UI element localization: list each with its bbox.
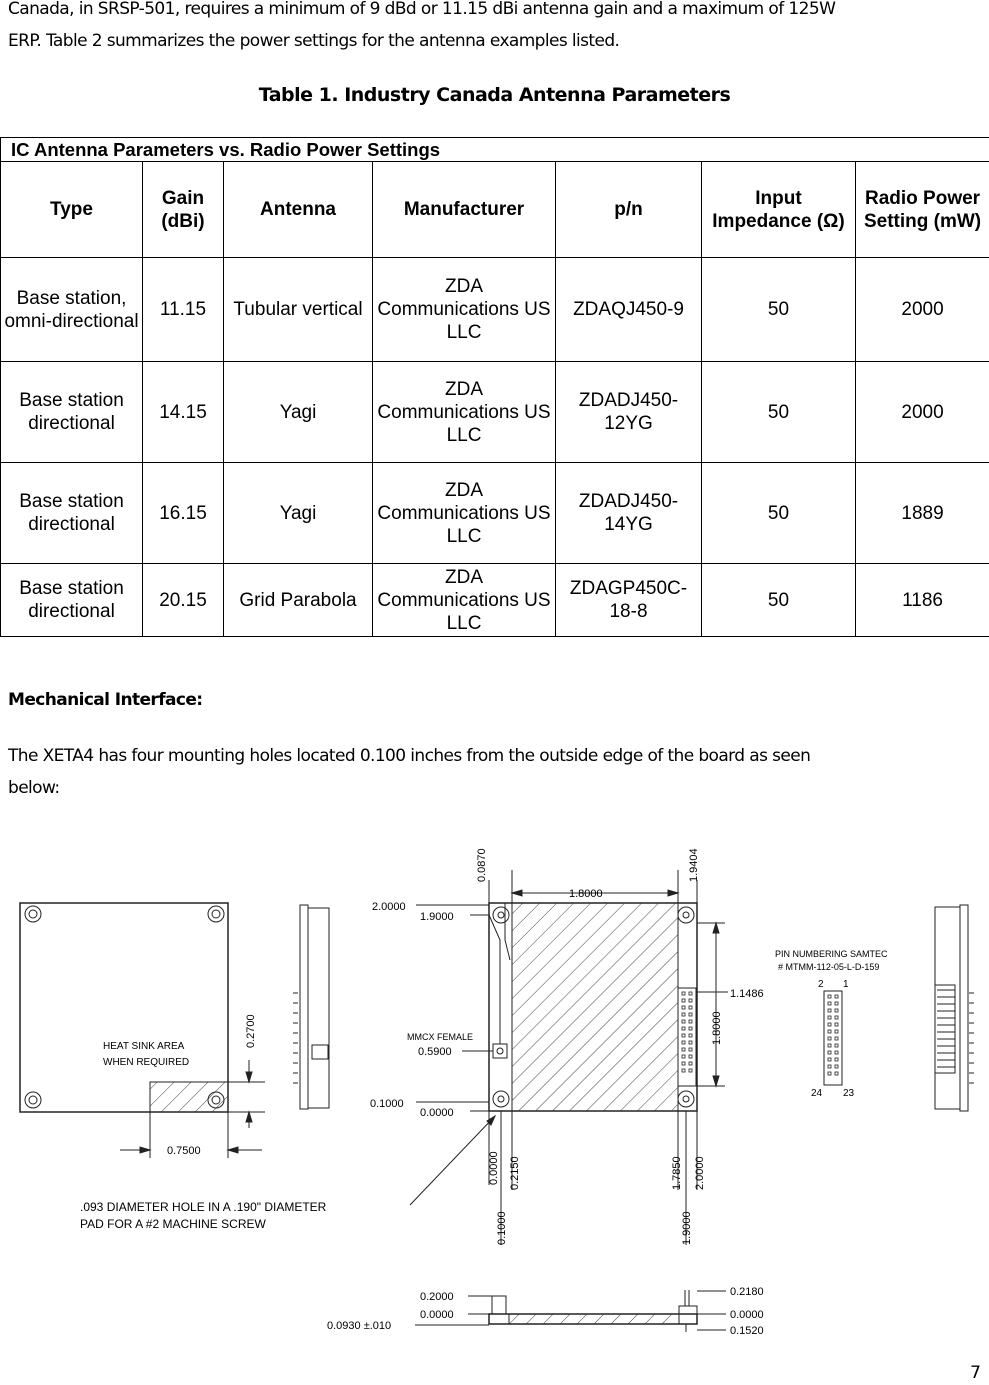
pin-label-23: 23 bbox=[843, 1088, 855, 1099]
dim-2000-left: 2.0000 bbox=[372, 901, 406, 913]
header-antenna: Antenna bbox=[224, 162, 373, 258]
intro-line-2: ERP. Table 2 summarizes the power settings for the antenna examples listed. bbox=[8, 31, 620, 51]
dim-bot-0100: 0.1000 bbox=[496, 1211, 508, 1245]
dim-0750: 0.7500 bbox=[167, 1145, 201, 1157]
dim-bot-2000: 2.0000 bbox=[694, 1156, 706, 1190]
dim-0270: 0.2700 bbox=[245, 1014, 257, 1048]
mmcx-label: MMCX FEMALE bbox=[407, 1032, 474, 1042]
hole-note-2: PAD FOR A #2 MACHINE SCREW bbox=[80, 1217, 266, 1231]
heat-sink-label-2: WHEN REQUIRED bbox=[103, 1057, 190, 1068]
side-dim-0000-right: 0.0000 bbox=[730, 1309, 764, 1321]
cell-antenna: Yagi bbox=[224, 362, 373, 463]
cell-type: Base station directional bbox=[1, 362, 143, 463]
table-row bbox=[1, 564, 989, 637]
side-dim-0200: 0.2000 bbox=[420, 1291, 454, 1303]
cell-impedance: 50 bbox=[702, 362, 856, 463]
table-row bbox=[1, 463, 989, 564]
mechanical-line-1: The XETA4 has four mounting holes located 0.100 inches from the outside edge of the board as seen bbox=[8, 746, 811, 766]
dim-1800-right: 1.8000 bbox=[711, 1011, 723, 1045]
side-dim-0093: 0.0930 ±.010 bbox=[327, 1320, 392, 1332]
dim-0590: 0.5900 bbox=[418, 1046, 452, 1058]
pin-label-24: 24 bbox=[811, 1088, 823, 1099]
hole-note-1: .093 DIAMETER HOLE IN A .190" DIAMETER bbox=[80, 1200, 327, 1214]
cell-power: 1186 bbox=[856, 564, 989, 637]
cell-gain: 16.15 bbox=[143, 463, 224, 564]
dim-11486: 1.1486 bbox=[730, 988, 764, 1000]
cell-type: Base station directional bbox=[1, 463, 143, 564]
cell-manufacturer: ZDA Communications US LLC bbox=[373, 258, 556, 362]
pin-label-1: 1 bbox=[843, 979, 849, 990]
mechanical-heading: Mechanical Interface: bbox=[8, 690, 203, 710]
table-title: IC Antenna Parameters vs. Radio Power Settings bbox=[1, 138, 989, 162]
cell-gain: 11.15 bbox=[143, 258, 224, 362]
cell-pn: ZDAGP450C-18-8 bbox=[556, 564, 702, 637]
side-dim-0218: 0.2180 bbox=[730, 1286, 764, 1298]
header-power: Radio Power Setting (mW) bbox=[856, 162, 989, 258]
cell-antenna: Grid Parabola bbox=[224, 564, 373, 637]
header-pn: p/n bbox=[556, 162, 702, 258]
page-number: 7 bbox=[970, 1363, 981, 1383]
cell-pn: ZDADJ450-12YG bbox=[556, 362, 702, 463]
antenna-parameters-table bbox=[0, 137, 989, 637]
dim-bot-1900: 1.9000 bbox=[681, 1211, 693, 1245]
cell-impedance: 50 bbox=[702, 463, 856, 564]
pin-label-2: 2 bbox=[818, 979, 824, 990]
dim-1800-top: 1.8000 bbox=[569, 888, 603, 900]
dim-bot-1785: 1.7850 bbox=[671, 1156, 683, 1190]
table-caption: Table 1. Industry Canada Antenna Parameters bbox=[258, 84, 731, 106]
right-side-view bbox=[935, 905, 974, 1111]
cell-manufacturer: ZDA Communications US LLC bbox=[373, 463, 556, 564]
cell-power: 2000 bbox=[856, 362, 989, 463]
table-row bbox=[1, 258, 989, 362]
cell-impedance: 50 bbox=[702, 564, 856, 637]
dim-0000-left: 0.0000 bbox=[420, 1107, 454, 1119]
header-impedance: Input Impedance (Ω) bbox=[702, 162, 856, 258]
cell-type: Base station directional bbox=[1, 564, 143, 637]
pin-header-diagram bbox=[824, 991, 842, 1085]
mechanical-drawing bbox=[0, 820, 989, 1340]
header-type: Type bbox=[1, 162, 143, 258]
cell-manufacturer: ZDA Communications US LLC bbox=[373, 564, 556, 637]
header-gain: Gain (dBi) bbox=[143, 162, 224, 258]
cell-antenna: Tubular vertical bbox=[224, 258, 373, 362]
intro-line-1: Canada, in SRSP-501, requires a minimum of 9 dBd or 11.15 dBi antenna gain and a maximum of 125W bbox=[8, 0, 836, 19]
cell-gain: 14.15 bbox=[143, 362, 224, 463]
cell-pn: ZDADJ450-14YG bbox=[556, 463, 702, 564]
cell-power: 2000 bbox=[856, 258, 989, 362]
cell-antenna: Yagi bbox=[224, 463, 373, 564]
heat-sink-label-1: HEAT SINK AREA bbox=[103, 1041, 185, 1052]
dim-bot-0000: 0.0000 bbox=[488, 1151, 500, 1185]
header-manufacturer: Manufacturer bbox=[373, 162, 556, 258]
cell-impedance: 50 bbox=[702, 258, 856, 362]
table-row bbox=[1, 362, 989, 463]
side-dim-0152: 0.1520 bbox=[730, 1325, 764, 1337]
bottom-side-view bbox=[415, 1290, 726, 1332]
dim-bot-0215: 0.2150 bbox=[509, 1156, 521, 1190]
left-side-view bbox=[293, 905, 329, 1109]
cell-manufacturer: ZDA Communications US LLC bbox=[373, 362, 556, 463]
dim-19404: 1.9404 bbox=[688, 848, 700, 882]
pin-title-1: PIN NUMBERING SAMTEC bbox=[775, 949, 888, 959]
side-dim-0000-left: 0.0000 bbox=[420, 1309, 454, 1321]
cell-type: Base station, omni-directional bbox=[1, 258, 143, 362]
dim-0100-left: 0.1000 bbox=[370, 1098, 404, 1110]
dim-1900-left: 1.9000 bbox=[420, 911, 454, 923]
left-board-view bbox=[20, 903, 265, 1158]
cell-pn: ZDAQJ450-9 bbox=[556, 258, 702, 362]
cell-gain: 20.15 bbox=[143, 564, 224, 637]
dim-0087: 0.0870 bbox=[476, 848, 488, 882]
pin-title-2: # MTMM-112-05-L-D-159 bbox=[778, 962, 880, 972]
mechanical-line-2: below: bbox=[8, 778, 60, 798]
cell-power: 1889 bbox=[856, 463, 989, 564]
